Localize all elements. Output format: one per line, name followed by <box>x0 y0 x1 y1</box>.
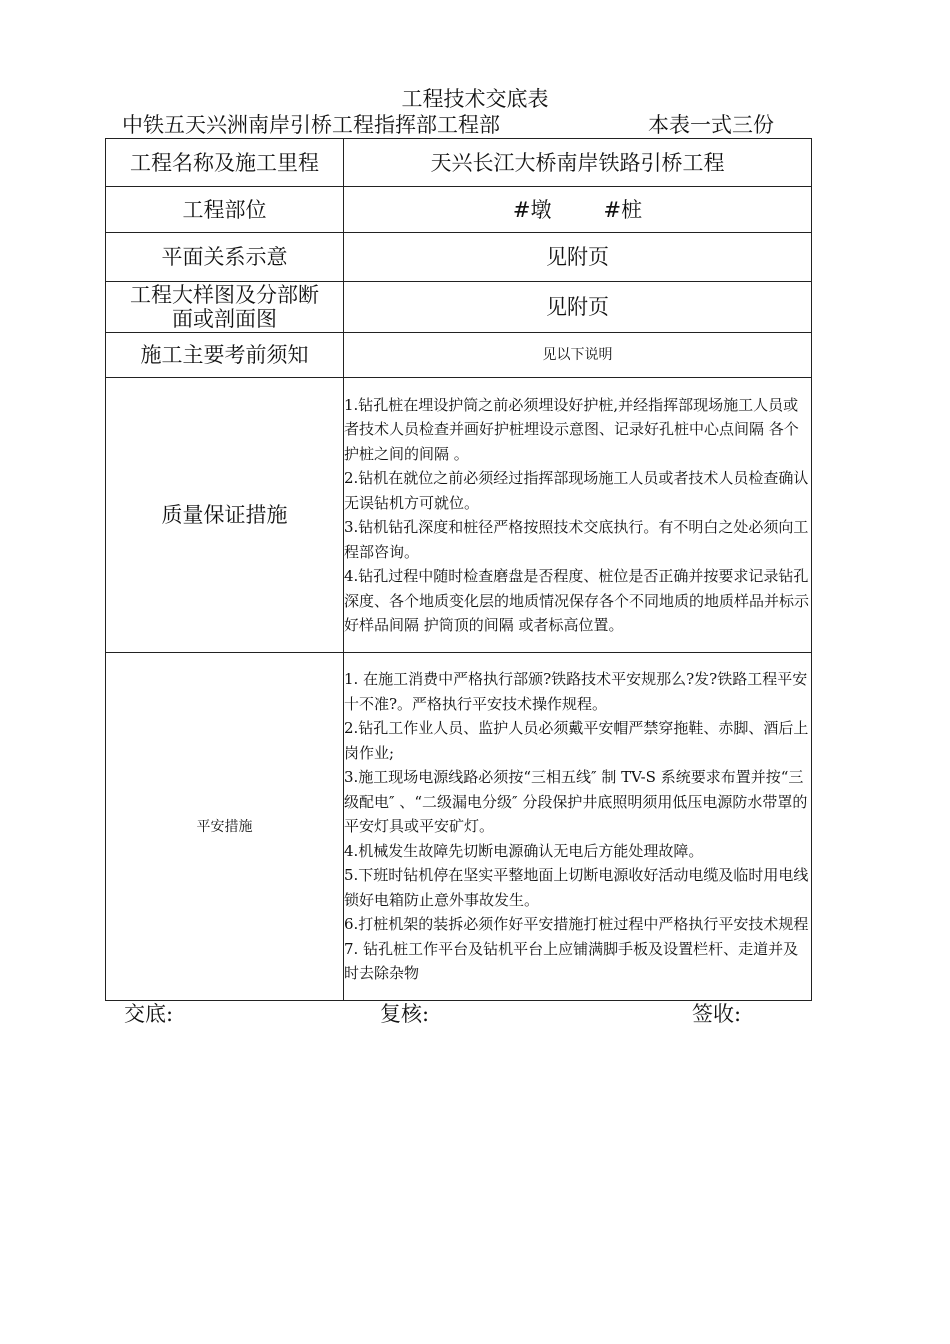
row-pre-notes <box>106 333 812 378</box>
pile-field: #桩 <box>603 197 643 222</box>
plan-relation-label: 平面关系示意 <box>106 233 344 282</box>
copies-note: 本表一式三份 <box>648 113 774 137</box>
row-safety <box>106 653 812 1001</box>
safety-item: 7. 钻孔桩工作平台及钻机平台上应铺满脚手板及设置栏杆、走道并及时去除杂物 <box>344 939 799 983</box>
receipt-signature-label: 签收: <box>692 1002 742 1026</box>
department-name: 中铁五天兴洲南岸引桥工程指挥部工程部 <box>122 113 500 137</box>
detail-drawing-value: 见附页 <box>344 282 812 333</box>
project-location-label: 工程部位 <box>106 187 344 233</box>
plan-relation-value: 见附页 <box>344 233 812 282</box>
quality-label: 质量保证措施 <box>106 378 344 653</box>
quality-item: 3.钻机钻孔深度和桩径严格按照技术交底执行。有不明白之处必须向工程部咨询。 <box>344 518 809 561</box>
quality-item: 2.钻机在就位之前必须经过指挥部现场施工人员或者技术人员检查确认无误钻机方可就位。 <box>344 469 809 512</box>
project-location-value <box>344 187 812 233</box>
detail-drawing-label-line2: 面或剖面图 <box>172 307 277 331</box>
pier-field: #墩 <box>512 197 552 222</box>
project-name-label: 工程名称及施工里程 <box>106 139 344 187</box>
pre-notes-label: 施工主要考前须知 <box>106 333 344 378</box>
detail-drawing-label <box>106 282 344 333</box>
row-project-location <box>106 187 812 233</box>
safety-item: 3.施工现场电源线路必须按“三相五线″ 制 TV-S 系统要求布置并按“三级配电″ 、“二级漏电分级″ 分段保护井底照明须用低压电源防水带罩的平安灯具或平安矿灯。 <box>344 768 808 836</box>
safety-item: 4.机械发生故障先切断电源确认无电后方能处理故障。 <box>344 841 704 860</box>
document-title: 工程技术交底表 <box>401 87 549 111</box>
safety-item: 5.下班时钻机停在坚实平整地面上切断电源收好活动电缆及临时用电线锁好电箱防止意外事故发生。 <box>344 866 809 909</box>
disclosure-form-table <box>105 138 812 1001</box>
row-plan-relation <box>106 233 812 282</box>
review-signature-label: 复核: <box>380 1002 430 1026</box>
safety-measures <box>344 653 812 1001</box>
detail-drawing-label-line1: 工程大样图及分部断 <box>130 283 319 307</box>
project-name-value: 天兴长江大桥南岸铁路引桥工程 <box>344 139 812 187</box>
row-detail-drawing <box>106 282 812 333</box>
handover-signature-label: 交底: <box>124 1002 174 1026</box>
row-quality <box>106 378 812 653</box>
row-project-name <box>106 139 812 187</box>
quality-item: 4.钻孔过程中随时检查磨盘是否程度、桩位是否正确并按要求记录钻孔深度、各个地质变化层的地质情况保存各个不同地质的地质样品并标示好样品间隔 护筒顶的间隔 或者标高位置。 <box>344 567 810 634</box>
quality-measures <box>344 378 812 653</box>
safety-item: 2.钻孔工作业人员、监护人员必须戴平安帽严禁穿拖鞋、赤脚、酒后上岗作业; <box>344 719 809 762</box>
safety-label: 平安措施 <box>106 653 344 1001</box>
safety-item: 1. 在施工消费中严格执行部颁?铁路技术平安规那么?发?铁路工程平安十不准?。严格执行平安技术操作规程。 <box>344 670 808 713</box>
quality-item: 1.钻孔桩在埋设护筒之前必须埋设好护桩,并经指挥部现场施工人员或者技术人员检查并画好护桩埋设示意图、记录好孔桩中心点间隔 各个护桩之间的间隔 。 <box>344 395 799 463</box>
safety-item: 6.打桩机架的装拆必须作好平安措施打桩过程中严格执行平安技术规程 <box>344 915 809 934</box>
pre-notes-value: 见以下说明 <box>344 333 812 378</box>
